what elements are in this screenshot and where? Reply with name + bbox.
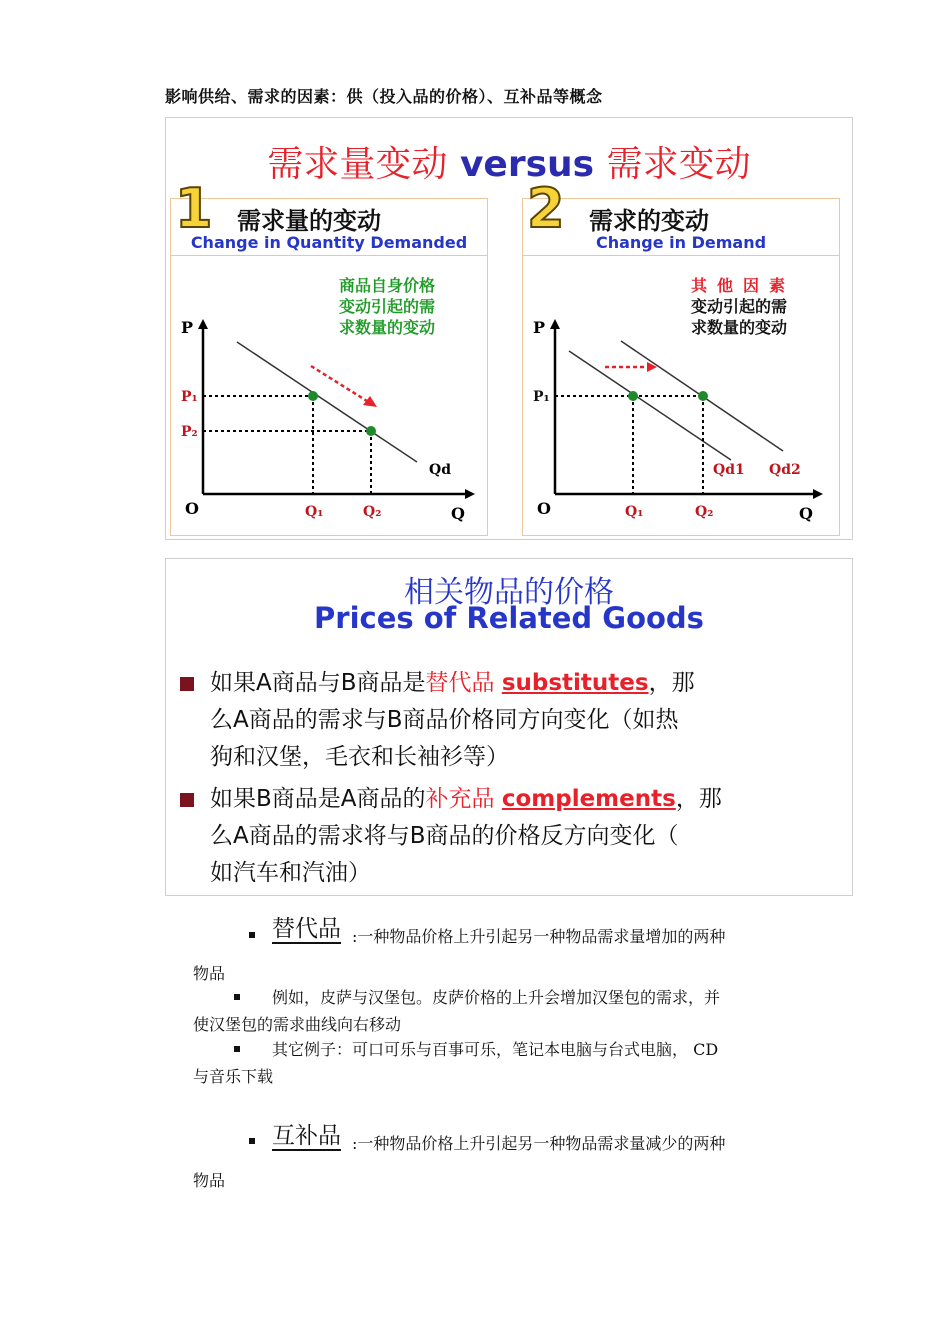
substitutes-term: 替代品 bbox=[272, 916, 341, 942]
substitutes-definition: :一种物品价格上升引起另一种物品需求量增加的两种 bbox=[352, 927, 726, 946]
movement-arrow-head-icon bbox=[363, 396, 377, 407]
demand-change-panel bbox=[522, 177, 840, 536]
q1-label: Q₁ bbox=[305, 504, 324, 520]
bullet-icon bbox=[234, 1046, 240, 1052]
x-axis-arrow-icon bbox=[813, 489, 823, 499]
p1-label: P₁ bbox=[181, 389, 198, 405]
panel1-note-line: 变动引起的需 bbox=[339, 297, 436, 316]
q2-label: Q₂ bbox=[363, 504, 382, 520]
substitutes-definition-cont: 物品 bbox=[193, 964, 226, 983]
demand-shift-graph bbox=[523, 319, 839, 534]
slide1-title-versus: versus bbox=[447, 144, 607, 185]
panel1-number-badge: 1 bbox=[175, 177, 213, 240]
panel2-note-line: 其他因素 bbox=[691, 276, 796, 295]
panel1-subtitle: Change in Quantity Demanded bbox=[190, 233, 468, 252]
y-axis-arrow-icon bbox=[198, 319, 208, 329]
bullet-square-icon bbox=[180, 793, 194, 807]
bullet-square-icon bbox=[180, 677, 194, 691]
complements-line-2: 么A商品的需求将与B商品的价格反方向变化（ bbox=[210, 823, 679, 849]
q1-label: Q₁ bbox=[625, 504, 644, 520]
related-goods-slide bbox=[165, 558, 853, 896]
substitutes-text-b: ，那 bbox=[648, 670, 695, 696]
slide1-title-b: 需求变动 bbox=[606, 144, 751, 185]
p2-label: P₂ bbox=[181, 424, 198, 440]
panel2-note-line: 求数量的变动 bbox=[691, 318, 788, 337]
panel1-divider bbox=[171, 255, 487, 256]
bullet-icon bbox=[249, 932, 255, 938]
y-axis-arrow-icon bbox=[550, 319, 560, 329]
x-axis-label: Q bbox=[451, 504, 465, 523]
p1-label: P₁ bbox=[533, 389, 550, 405]
bullet-icon bbox=[234, 994, 240, 1000]
complements-bullet bbox=[210, 781, 844, 892]
demand-curve-2-label: Qd2 bbox=[769, 462, 801, 478]
substitutes-text-a: 如果A商品与B商品是 bbox=[210, 670, 426, 696]
point-b bbox=[366, 426, 376, 436]
point-a bbox=[628, 391, 638, 401]
substitutes-example: 例如，皮萨与汉堡包。皮萨价格的上升会增加汉堡包的需求，并 bbox=[272, 988, 721, 1007]
x-axis-arrow-icon bbox=[465, 489, 475, 499]
y-axis-label: P bbox=[533, 319, 546, 337]
panel2-subtitle: Change in Demand bbox=[595, 233, 767, 252]
y-axis-label: P bbox=[181, 319, 194, 337]
substitutes-line-2: 么A商品的需求与B商品价格同方向变化（如热 bbox=[210, 707, 679, 733]
panel1-note-line: 求数量的变动 bbox=[339, 318, 436, 337]
complements-text-a: 如果B商品是A商品的 bbox=[210, 786, 426, 812]
panel2-number-badge: 2 bbox=[527, 177, 565, 240]
bullet-icon bbox=[249, 1138, 255, 1144]
panel2-note-line: 变动引起的需 bbox=[691, 297, 788, 316]
complements-definition: :一种物品价格上升引起另一种物品需求量减少的两种 bbox=[352, 1134, 726, 1153]
q2-label: Q₂ bbox=[695, 504, 714, 520]
slide1-title bbox=[166, 136, 852, 187]
movement-arrow bbox=[311, 366, 367, 401]
complements-term-cn: 补充品 bbox=[425, 786, 495, 812]
point-a bbox=[308, 391, 318, 401]
panel1-note-line: 商品自身价格 bbox=[339, 276, 436, 295]
page-heading: 影响供给、需求的因素：供（投入品的价格）、互补品等概念 bbox=[165, 87, 603, 106]
demand-curve bbox=[237, 342, 417, 462]
demand-change-slide bbox=[165, 117, 853, 540]
substitutes-term-cn: 替代品 bbox=[425, 670, 495, 696]
x-axis-label: Q bbox=[799, 504, 813, 523]
quantity-demanded-graph bbox=[171, 319, 487, 534]
slide1-title-a: 需求量变动 bbox=[267, 144, 448, 185]
other-examples-cont: 与音乐下载 bbox=[193, 1067, 274, 1086]
quantity-demanded-panel bbox=[170, 177, 488, 536]
point-b bbox=[698, 391, 708, 401]
slide2-title-en: Prices of Related Goods bbox=[314, 601, 704, 635]
panel1-title: 需求量的变动 bbox=[237, 207, 381, 235]
substitutes-line-1 bbox=[210, 665, 844, 702]
complements-term: 互补品 bbox=[272, 1123, 341, 1149]
complements-text-b: ，那 bbox=[675, 786, 722, 812]
substitutes-bullet bbox=[210, 665, 844, 776]
origin-label: O bbox=[537, 499, 551, 518]
demand-curve-1-label: Qd1 bbox=[713, 462, 745, 478]
substitutes-example-cont: 使汉堡包的需求曲线向右移动 bbox=[193, 1015, 402, 1034]
origin-label: O bbox=[185, 499, 199, 518]
substitutes-line-3: 狗和汉堡，毛衣和长袖衫等） bbox=[210, 744, 509, 770]
complements-definition-cont: 物品 bbox=[193, 1171, 226, 1190]
panel2-title: 需求的变动 bbox=[589, 207, 709, 235]
complements-line-1 bbox=[210, 781, 844, 818]
shift-arrow-head-icon bbox=[647, 362, 657, 372]
slide2-title-cn: 相关物品的价格 bbox=[404, 575, 614, 610]
complements-term-en: complements bbox=[501, 786, 676, 812]
other-examples: 其它例子：可口可乐与百事可乐，笔记本电脑与台式电脑， CD bbox=[272, 1040, 719, 1059]
complements-line-3: 如汽车和汽油） bbox=[210, 860, 371, 886]
substitutes-term-en: substitutes bbox=[501, 670, 649, 696]
demand-curve-label: Qd bbox=[429, 462, 451, 478]
panel2-divider bbox=[523, 255, 839, 256]
